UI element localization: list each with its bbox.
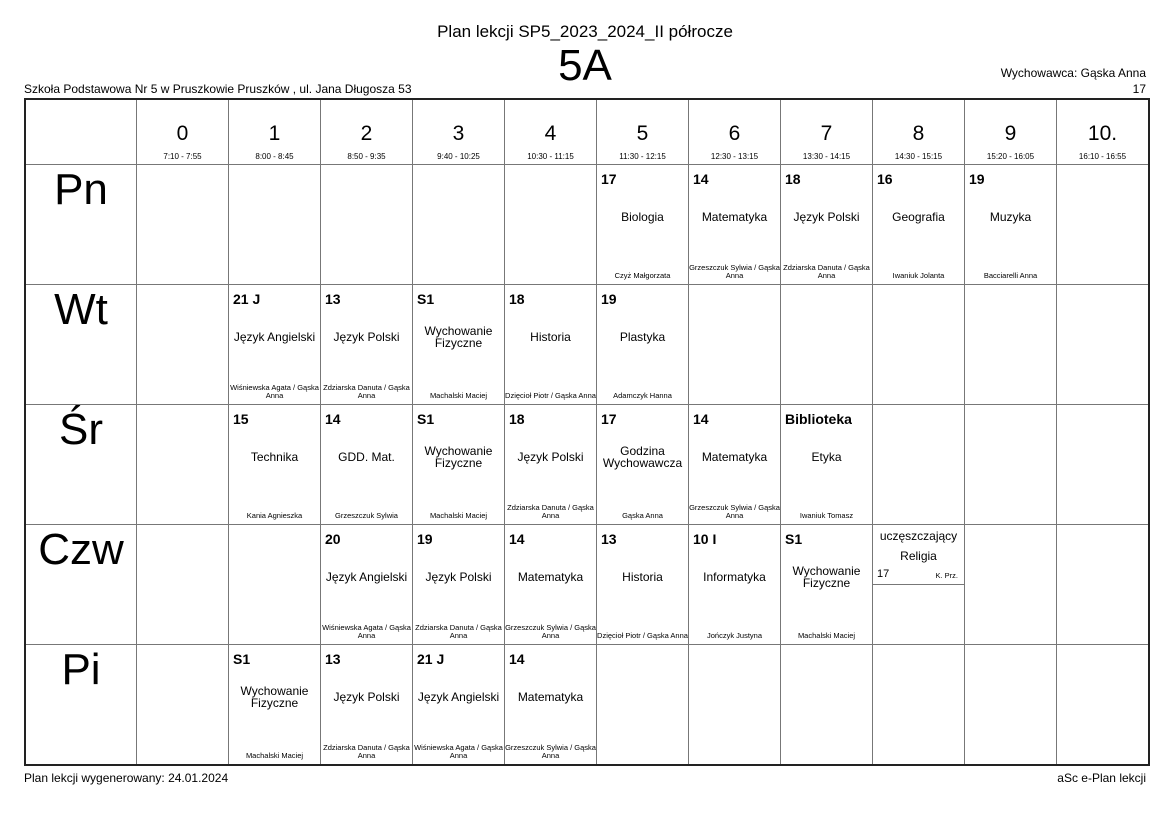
lesson-cell [597,525,689,645]
lesson [597,165,688,284]
period-number: 2 [360,122,373,145]
lesson-subject: Historia [622,570,663,584]
lesson-subject: Technika [250,450,299,464]
lesson-cell [689,405,781,525]
day-name: Śr [25,405,137,525]
lesson-room: 17 [877,568,890,580]
period-header [781,99,873,165]
lesson-cell [597,405,689,525]
lesson-cell [781,405,873,525]
lesson-teacher: Grzeszczuk Sylwia / Gąska Anna [505,623,596,640]
period-number: 1 [268,122,281,145]
lesson-cell [965,405,1057,525]
lesson-room: 21 J [233,291,261,307]
lesson-cell [597,165,689,285]
lesson-teacher: K. Prz. [935,571,958,580]
period-number: 6 [728,122,741,145]
lesson-room: 14 [693,411,709,427]
lesson-subject: Wychowanie Fizyczne [424,324,493,350]
lesson [229,285,320,404]
lesson-cell [229,645,321,766]
lesson-cell [505,525,597,645]
period-header [413,99,505,165]
lesson-teacher: Iwaniuk Jolanta [892,271,945,280]
lesson [781,525,872,644]
lesson-cell [781,285,873,405]
lesson [229,405,320,524]
lesson-room: S1 [417,291,435,307]
lesson-room: 21 J [417,651,445,667]
lesson-cell [229,165,321,285]
lesson [597,405,688,524]
lesson-cell [413,645,505,766]
lesson-cell [873,405,965,525]
lesson-cell [1057,165,1150,285]
lesson-room: 17 [601,411,617,427]
lesson-teacher: Czyż Małgorzata [614,271,671,280]
lesson-subject: Historia [530,330,571,344]
period-time: 16:10 - 16:55 [1078,152,1127,161]
lesson-teacher: Adamczyk Hanna [613,391,672,400]
lesson-cell [781,165,873,285]
lesson-cell [137,165,229,285]
lesson [321,285,412,404]
lesson [505,285,596,404]
lesson-cell [413,285,505,405]
lesson [781,165,872,284]
lesson-cell [137,285,229,405]
lesson-subject: Muzyka [989,210,1032,224]
timetable-body [25,165,1149,766]
lesson-subject: Wychowanie Fizyczne [792,564,861,590]
lesson-subject: Religia [900,549,937,563]
lesson-room: 13 [601,531,617,547]
class-teacher-name: Wychowawca: Gąska Anna [1000,66,1146,80]
lesson-cell [873,285,965,405]
lesson [597,285,688,404]
lesson [321,405,412,524]
lesson [505,645,596,764]
lesson-room: Biblioteka [785,411,852,427]
lesson-cell [873,165,965,285]
lesson-room: 20 [325,531,341,547]
lesson-cell [137,525,229,645]
period-header [321,99,413,165]
lesson [413,645,504,764]
lesson-room: 14 [325,411,341,427]
lesson-cell [689,285,781,405]
lesson-cell [873,645,965,766]
lesson-subject: Język Angielski [233,330,316,344]
period-time: 10:30 - 11:15 [527,152,574,161]
period-time: 8:00 - 8:45 [255,152,294,161]
lesson-room: 15 [233,411,249,427]
day-name: Pn [25,165,137,285]
lesson-subject: Matematyka [701,450,768,464]
lesson-teacher: Wiśniewska Agata / Gąska Anna [414,743,503,760]
lesson-teacher: Grzeszczuk Sylwia / Gąska Anna [689,503,780,520]
lesson-room: 16 [877,171,893,187]
lesson-room: 18 [509,291,525,307]
lesson-cell [689,165,781,285]
group-label: uczęszczający [879,529,958,543]
lesson-cell [505,645,597,766]
lesson-cell [597,645,689,766]
lesson-teacher: Wiśniewska Agata / Gąska Anna [322,623,411,640]
lesson-subject: Matematyka [701,210,768,224]
lesson-subject: Język Polski [425,570,492,584]
period-time: 15:20 - 16:05 [986,152,1035,161]
lesson-teacher: Grzeszczuk Sylwia / Gąska Anna [689,263,780,280]
software-name: aSc e-Plan lekcji [1057,771,1146,785]
lesson-subject: Godzina Wychowawcza [602,444,683,470]
lesson-cell [321,285,413,405]
lesson-cell [321,405,413,525]
lesson-subject: Język Polski [333,330,400,344]
lesson-subject: Matematyka [517,570,584,584]
lesson-room: 14 [509,531,525,547]
period-number: 0 [176,122,189,145]
day-row [25,525,1149,645]
lesson-cell [597,285,689,405]
lesson-cell [229,285,321,405]
period-number: 3 [452,122,465,145]
lesson-cell [321,525,413,645]
period-header [965,99,1057,165]
lesson-teacher: Wiśniewska Agata / Gąska Anna [230,383,319,400]
lesson [505,405,596,524]
lesson-cell [137,645,229,766]
lesson-subject: Wychowanie Fizyczne [240,684,309,710]
lesson [597,525,688,644]
lesson-cell [873,525,965,645]
period-header [137,99,229,165]
group-divider [873,584,964,585]
period-time: 13:30 - 14:15 [802,152,851,161]
class-teacher-number: 17 [1132,82,1146,96]
lesson [505,525,596,644]
lesson-subject: Język Polski [517,450,584,464]
period-header [689,99,781,165]
lesson-subject: Język Angielski [417,690,500,704]
lesson-room: 14 [509,651,525,667]
lesson-room: 13 [325,291,341,307]
day-row [25,405,1149,525]
lesson-cell [781,525,873,645]
day-name: Czw [25,525,137,645]
lesson [321,525,412,644]
lesson-room: 19 [601,291,617,307]
lesson [689,405,780,524]
timetable-grid [24,98,1150,766]
lesson-teacher: Zdziarska Danuta / Gąska Anna [323,743,410,760]
day-row [25,645,1149,766]
lesson-cell [781,645,873,766]
period-number: 7 [820,122,833,145]
lesson-cell [137,405,229,525]
lesson-cell [689,645,781,766]
page-title: Plan lekcji SP5_2023_2024_II półrocze [437,22,733,41]
lesson-subject: Język Polski [333,690,400,704]
lesson-subject: Matematyka [517,690,584,704]
lesson [413,525,504,644]
lesson-subject: Język Angielski [325,570,408,584]
lesson-cell [689,525,781,645]
lesson-room: 18 [509,411,525,427]
lesson-teacher: Machalski Maciej [245,751,304,760]
lesson-cell [413,525,505,645]
lesson-room: 17 [601,171,617,187]
lesson-cell [321,645,413,766]
lesson-cell [1057,525,1150,645]
period-header [597,99,689,165]
lesson [413,285,504,404]
day-row [25,285,1149,405]
lesson-cell [1057,405,1150,525]
period-time: 14:30 - 15:15 [894,152,943,161]
lesson-room: 18 [785,171,801,187]
lesson-cell [965,285,1057,405]
lesson-room: S1 [233,651,251,667]
period-time: 8:50 - 9:35 [347,152,386,161]
lesson-teacher: Zdziarska Danuta / Gąska Anna [507,503,594,520]
period-time: 12:30 - 13:15 [710,152,759,161]
lesson-subject: Geografia [892,210,945,224]
lesson-teacher: Grzeszczuk Sylwia / Gąska Anna [505,743,596,760]
lesson-teacher: Kania Agnieszka [246,511,303,520]
lesson-cell [505,165,597,285]
day-name: Pi [25,645,137,766]
lesson-teacher: Zdziarska Danuta / Gąska Anna [323,383,410,400]
lesson-teacher: Bacciarelli Anna [983,271,1038,280]
lesson [689,525,780,644]
lesson-subject: Biologia [621,210,664,224]
lesson-subject: GDD. Mat. [338,450,395,464]
class-teacher [1001,65,1146,97]
lesson [781,405,872,524]
lesson-teacher: Zdziarska Danuta / Gąska Anna [783,263,870,280]
lesson-teacher: Dzięcioł Piotr / Gąska Anna [505,391,596,400]
lesson-subject: Język Polski [793,210,860,224]
lesson-cell [413,165,505,285]
lesson-cell [965,165,1057,285]
lesson-room: 19 [969,171,985,187]
lesson-cell [965,525,1057,645]
lesson-teacher: Gąska Anna [622,511,663,520]
period-time: 11:30 - 12:15 [619,152,666,161]
day-row [25,165,1149,285]
period-header-row [25,99,1149,165]
lesson-subject: Etyka [811,450,842,464]
lesson [413,405,504,524]
lesson-teacher: Zdziarska Danuta / Gąska Anna [415,623,502,640]
lesson-subject: Plastyka [619,330,666,344]
period-number: 4 [544,122,557,145]
lesson [965,165,1056,284]
period-header [229,99,321,165]
lesson-room: 19 [417,531,433,547]
period-header [1057,99,1150,165]
lesson [689,165,780,284]
period-time: 7:10 - 7:55 [163,152,202,161]
generated-date: Plan lekcji wygenerowany: 24.01.2024 [24,771,229,785]
lesson-cell [505,285,597,405]
lesson-cell [505,405,597,525]
lesson-room: S1 [785,531,803,547]
lesson-teacher: Machalski Maciej [429,391,488,400]
lesson [229,645,320,764]
period-number: 8 [912,122,925,145]
lesson-room: 13 [325,651,341,667]
lesson [873,165,964,284]
lesson-cell [965,645,1057,766]
period-header [873,99,965,165]
lesson-cell [413,405,505,525]
lesson [321,645,412,764]
lesson-cell [229,405,321,525]
lesson-cell [229,525,321,645]
lesson-teacher: Machalski Maciej [429,511,488,520]
period-number: 5 [636,122,649,145]
lesson-teacher: Grzeszczuk Sylwia [335,511,398,520]
period-time: 9:40 - 10:25 [437,152,480,161]
lesson-teacher: Jończyk Justyna [706,631,763,640]
lesson-cell [321,165,413,285]
class-name: 5A [558,41,612,90]
group-lesson [873,525,964,644]
period-header [505,99,597,165]
lesson-subject: Wychowanie Fizyczne [424,444,493,470]
lesson-cell [1057,645,1150,766]
period-number: 9 [1004,122,1017,145]
period-number: 10. [1087,122,1118,145]
lesson-teacher: Dzięcioł Piotr / Gąska Anna [597,631,688,640]
lesson-room: S1 [417,411,435,427]
day-name: Wt [25,285,137,405]
lesson-room: 10 I [693,531,717,547]
lesson-teacher: Iwaniuk Tomasz [799,511,854,520]
lesson-room: 14 [693,171,709,187]
lesson-subject: Informatyka [703,570,766,584]
corner-cell [25,99,137,165]
lesson-teacher: Machalski Maciej [797,631,856,640]
school-name: Szkoła Podstawowa Nr 5 w Pruszkowie Pruszków , ul. Jana Długosza 53 [24,82,412,96]
lesson-cell [1057,285,1150,405]
